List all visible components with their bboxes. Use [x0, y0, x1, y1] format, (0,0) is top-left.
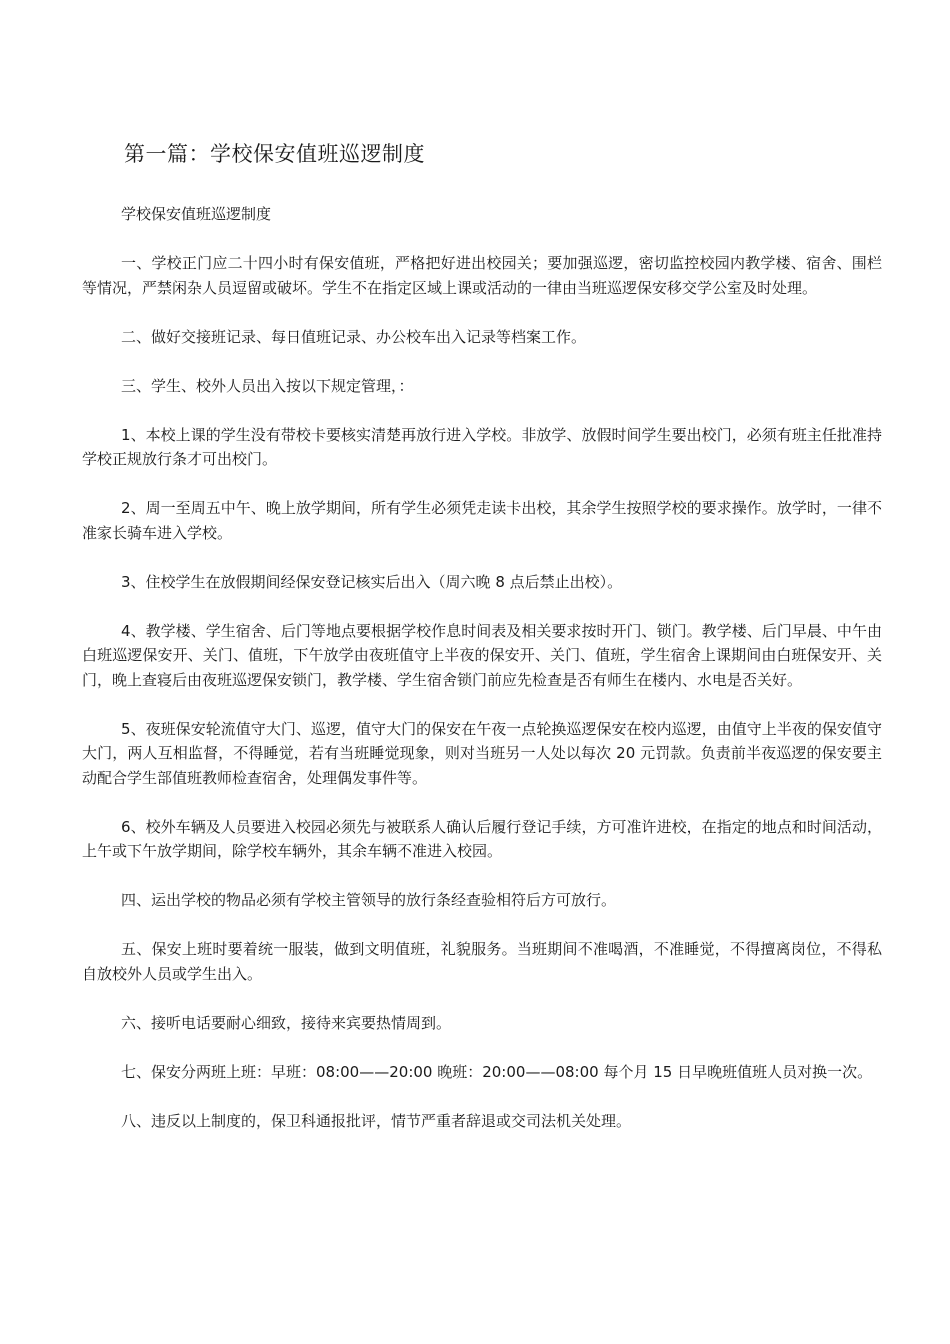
paragraph: 3、住校学生在放假期间经保安登记核实后出入（周六晚 8 点后禁止出校）。 — [121, 572, 623, 591]
paragraph: 5、夜班保安轮流值守大门、巡逻，值守大门的保安在午夜一点轮换巡逻保安在校内巡逻，由值守上半夜的保安值守大门，两人互相监督，不得睡觉，若有当班睡觉现象，则对当班另一人处以每次 20 元罚款。负责前半夜巡逻的保安要主动配合学生部值班教师检查宿舍，处理偶发事件等。 — [82, 719, 882, 787]
paragraph: 6、校外车辆及人员要进入校园必须先与被联系人确认后履行登记手续，方可准许进校，在指定的地点和时间活动，上午或下午放学期间，除学校车辆外，其余车辆不准进入校园。 — [82, 817, 882, 860]
paragraph: 一、学校正门应二十四小时有保安值班，严格把好进出校园关；要加强巡逻，密切监控校园内教学楼、宿舍、围栏等情况，严禁闲杂人员逗留或破坏。学生不在指定区域上课或活动的一律由当班巡逻保安移交学公室及时处理。 — [82, 254, 882, 297]
paragraph: 二、做好交接班记录、每日值班记录、办公校车出入记录等档案工作。 — [121, 327, 587, 346]
paragraph: 四、运出学校的物品必须有学校主管领导的放行条经查验相符后方可放行。 — [121, 891, 617, 909]
paragraph: 六、接听电话要耐心细致，接待来宾要热情周到。 — [121, 1013, 452, 1032]
document-title: 第一篇：学校保安值班巡逻制度 — [124, 142, 425, 166]
document-body — [82, 202, 882, 1158]
paragraph: 1、本校上课的学生没有带校卡要核实清楚再放行进入学校。非放学、放假时间学生要出校门，必须有班主任批准持学校正规放行条才可出校门。 — [82, 425, 882, 468]
paragraph: 三、学生、校外人员出入按以下规定管理，： — [121, 376, 414, 395]
paragraph: 七、保安分两班上班：早班：08:00——20:00 晚班：20:00——08:00 每个月 15 日早晚班值班人员对换一次。 — [121, 1062, 873, 1081]
paragraph: 2、周一至周五中午、晚上放学期间，所有学生必须凭走读卡出校，其余学生按照学校的要求操作。放学时，一律不准家长骑车进入学校。 — [82, 499, 882, 542]
paragraph: 五、保安上班时要着统一服装，做到文明值班，礼貌服务。当班期间不准喝酒，不准睡觉，不得擅离岗位，不得私自放校外人员或学生出入。 — [82, 940, 882, 983]
paragraph: 4、教学楼、学生宿舍、后门等地点要根据学校作息时间表及相关要求按时开门、锁门。教学楼、后门早晨、中午由白班巡逻保安开、关门、值班，下午放学由夜班值守上半夜的保安开、关门、值班，学生宿舍上课期间由白班保安开、关门，晚上查寝后由夜班巡逻保安锁门，教学楼、学生宿舍锁门前应先检查是否有师生在楼内、水电是否关好。 — [82, 621, 882, 689]
paragraph-heading: 学校保安值班巡逻制度 — [121, 205, 272, 223]
paragraph: 八、违反以上制度的，保卫科通报批评，情节严重者辞退或交司法机关处理。 — [121, 1111, 632, 1130]
